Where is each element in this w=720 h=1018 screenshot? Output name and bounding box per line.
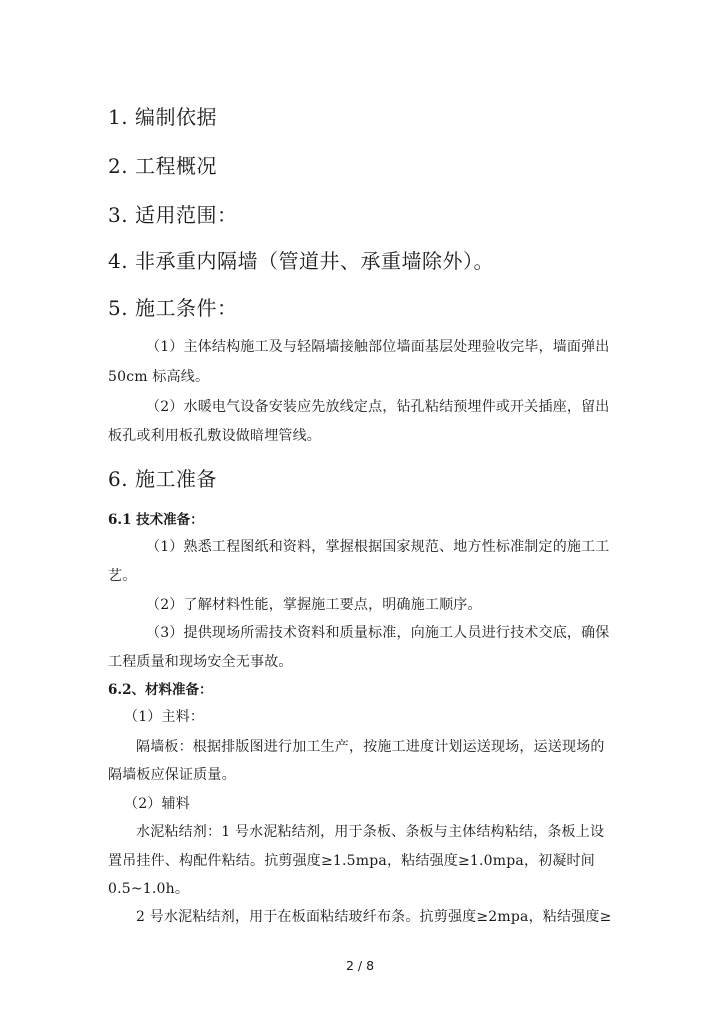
paragraph-line: （3）提供现场所需技术资料和质量标准，向施工人员进行技术交底，确保 [146,625,610,641]
paragraph-line: （2）水暖电气设备安装应先放线定点，钻孔粘结预埋件或开关插座，留出 [146,399,610,415]
paragraph-line: （2）了解材料性能，掌握施工要点，明确施工顺序。 [146,597,482,613]
paragraph-line: 2 号水泥粘结剂，用于在板面粘结玻纤布条。抗剪强度≥2mpa，粘结强度≥ [136,909,612,925]
heading-conditions: 5. 施工条件： [108,296,238,320]
paragraph-line: （1）主料： [124,709,205,725]
heading-partition: 4. 非承重内隔墙（管道井、承重墙除外）。 [108,249,494,273]
subheading-materials: 6.2、材料准备： [108,682,213,698]
paragraph-line: （1）熟悉工程图纸和资料，掌握根据国家规范、地方性标准制定的施工工 [146,539,610,555]
heading-basis: 1. 编制依据 [108,105,217,129]
paragraph-line: 艺。 [108,568,137,584]
paragraph-line: 隔墙板：根据排版图进行加工生产，按施工进度计划运送现场，运送现场的 [136,739,605,755]
paragraph-line: （2）辅料 [124,796,190,812]
heading-scope: 3. 适用范围： [108,203,238,227]
subheading-technical: 6.1 技术准备： [108,512,204,528]
paragraph-line: 工程质量和现场安全无事故。 [108,654,293,670]
heading-preparation: 6. 施工准备 [108,467,217,491]
paragraph-line: 板孔或利用板孔敷设做暗埋管线。 [108,428,321,444]
page-number: 2 / 8 [345,958,375,973]
paragraph-line: 50cm 标高线。 [108,369,210,385]
paragraph-line: （1）主体结构施工及与轻隔墙接触部位墙面基层处理验收完毕，墙面弹出 [146,339,610,355]
paragraph-line: 隔墙板应保证质量。 [108,767,236,783]
heading-overview: 2. 工程概况 [108,154,217,178]
paragraph-line: 置吊挂件、构配件粘结。抗剪强度≥1.5mpa，粘结强度≥1.0mpa，初凝时间 [108,853,595,869]
paragraph-line: 水泥粘结剂：1 号水泥粘结剂，用于条板、条板与主体结构粘结，条板上设 [136,824,605,840]
paragraph-line: 0.5~1.0h。 [108,881,190,897]
